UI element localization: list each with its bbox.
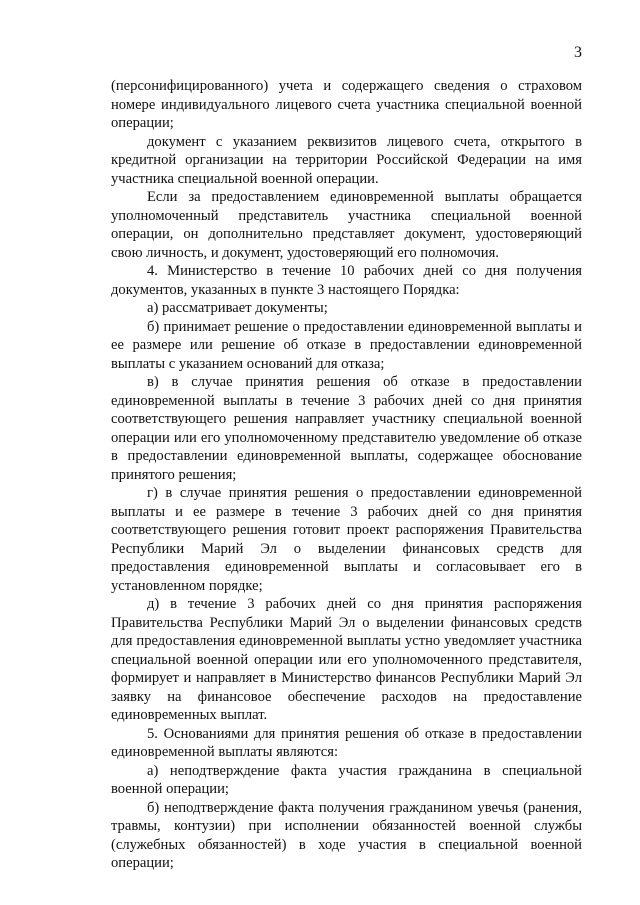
paragraph-item-4: 4. Министерство в течение 10 рабочих дней со дня получения документов, указанных в пункте 3 настоящего Порядка:: [111, 263, 582, 298]
paragraph-item-5a: а) неподтверждение факта участия гражданина в специальной военной операции;: [111, 762, 582, 797]
paragraph-continuation: (персонифицированного) учета и содержащего сведения о страховом номере индивидуального лицевого счета участника специальной военной операции;: [111, 78, 582, 131]
page-number: 3: [574, 44, 582, 61]
paragraph-item-4v: в) в случае принятия решения об отказе в предоставлении единовременной выплаты в течение 3 рабочих дней со дня принятия соответствующего решения направляет участнику специальной военной операции или его уполномоченному представителю уведомление об отказе в предоставлении единовременной выплаты, содержащее обоснование принятого решения;: [111, 374, 582, 483]
paragraph-account-document: документ с указанием реквизитов лицевого счета, открытого в кредитной организации на территории Российской Федерации на имя участника специальной военной операции.: [111, 133, 582, 187]
paragraph-item-4a: а) рассматривает документы;: [147, 300, 328, 316]
paragraph-representative: Если за предоставлением единовременной выплаты обращается уполномоченный представитель участника специальной военной операции, он дополнительно представляет документ, удостоверяющий свою личность, и документ, удостоверяющий его полномочия.: [111, 189, 582, 261]
paragraph-item-5: 5. Основаниями для принятия решения об отказе в предоставлении единовременной выплаты являются:: [111, 725, 582, 760]
document-body: [111, 77, 582, 873]
paragraph-item-4g: г) в случае принятия решения о предоставлении единовременной выплаты и ее размере в течение 3 рабочих дней со дня принятия соответствующего решения готовит проект распоряжения Правительства Республики Марий Эл о выделении финансовых средств для предоставления единовременной выплаты и согласовывает его в установленном порядке;: [111, 485, 582, 594]
paragraph-item-4b: б) принимает решение о предоставлении единовременной выплаты и ее размере или решение об отказе в предоставлении единовременной выплаты с указанием оснований для отказа;: [111, 318, 582, 372]
paragraph-item-5b: б) неподтверждение факта получения гражданином увечья (ранения, травмы, контузии) при исполнении обязанностей военной службы (служебных обязанностей) в ходе участия в специальной военной операции;: [111, 799, 582, 871]
paragraph-item-4d: д) в течение 3 рабочих дней со дня принятия распоряжения Правительства Республики Марий Эл о выделении финансовых средств для предоставления единовременной выплаты устно уведомляет участника специальной военной операции или его уполномоченного представителя, формирует и направляет в Министерство финансов Республики Марий Эл заявку на финансовое обеспечение расходов на предоставление единовременных выплат.: [111, 596, 582, 723]
